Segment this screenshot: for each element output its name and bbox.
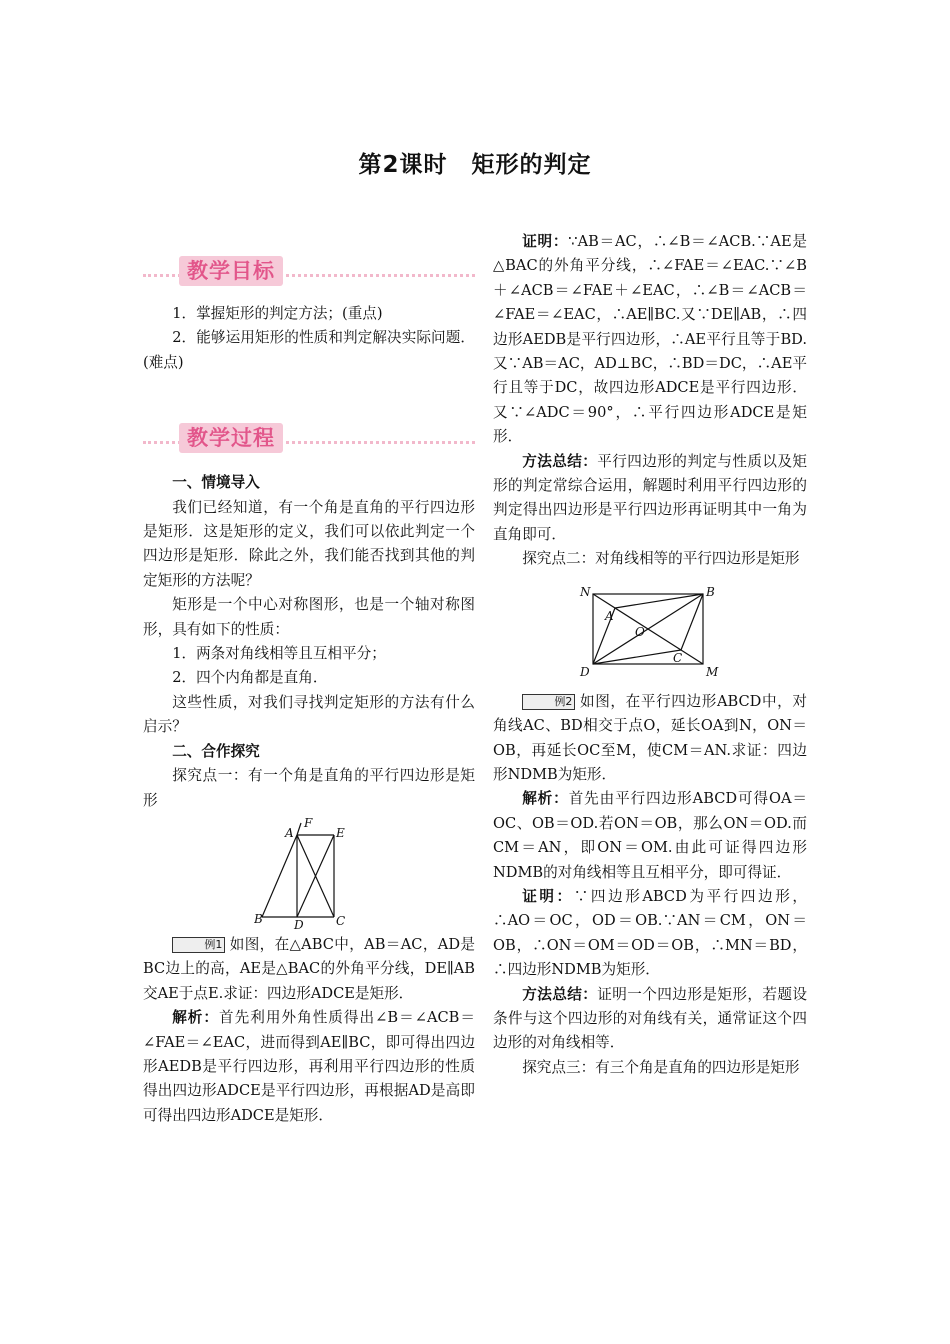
label-b: B [254, 911, 263, 926]
objective-1: 1．掌握矩形的判定方法；(重点) [172, 305, 383, 322]
analysis-label: 解析： [522, 790, 569, 808]
section-header-process [143, 423, 475, 457]
section-title-objectives: 教学目标 [179, 256, 283, 286]
paragraph: 我们已经知道，有一个角是直角的平行四边形是矩形．这是矩形的定义，我们可以依此判定一个四边形是矩形．除此之外，我们能否找到其他的判定矩形的方法呢？ [143, 498, 475, 589]
label-e: E [336, 825, 345, 840]
label-d: D [580, 664, 590, 679]
section-title-process: 教学过程 [179, 423, 283, 453]
proof-label: 证明： [522, 233, 569, 250]
label-o: O [635, 624, 645, 639]
heading-explore: 二、合作探究 [172, 742, 260, 760]
line-ab [262, 835, 297, 917]
proof-2 [493, 885, 807, 983]
label-n: N [580, 584, 591, 599]
paragraph: 探究点二：对角线相等的平行四边形是矩形 [522, 550, 800, 568]
left-column [143, 256, 475, 1128]
summary-2 [493, 983, 807, 1056]
figure-triangle-rectangle [254, 817, 364, 929]
example-text: 如图，在△ABC中，AB＝AC，AD是BC边上的高，AE是△BAC的外角平分线，DE∥AB交AE于点E.求证：四边形ADCE是矩形． [143, 935, 475, 1002]
analysis-text: 首先由平行四边形ABCD可得OA＝OC、OB＝OD.若ON＝OB，那么ON＝OD.而CM＝AN，即ON＝OM.由此可证得四边形NDMB的对角线相等且互相平分，即可得证． [493, 790, 807, 881]
proof-label: 证明： [522, 887, 574, 905]
example-2 [493, 690, 807, 788]
right-column [493, 230, 807, 1080]
proof-1 [493, 230, 807, 450]
objective-2: 2．能够运用矩形的性质和判定解决实际问题．(难点) [143, 329, 475, 371]
proof-text: ∵AB＝AC，∴∠B＝∠ACB.∵AE是△BAC的外角平分线，∴∠FAE＝∠EAC.∵∠B＋∠ACB＝∠FAE＋∠EAC，∴∠B＝∠ACB＝∠FAE＝∠EAC，∴AE∥BC.又∵DE∥AB，∴四边形AEDB是平行四边形，∴AE平行且等于BD.又∵AB＝AC，AD⊥BC，∴BD＝DC，∴AE平行且等于DC，故四边形ADCE是平行四边形．又∵∠ADC＝90°，∴平行四边形ADCE是矩形． [493, 233, 807, 446]
label-m: M [706, 664, 719, 679]
label-f: F [304, 816, 313, 830]
example-1 [143, 933, 475, 1006]
line-ab [615, 594, 703, 608]
example-badge: 例1 [172, 937, 225, 953]
analysis-2 [493, 787, 807, 885]
paragraph: 探究点三：有三个角是直角的四边形是矩形 [522, 1058, 800, 1076]
summary-1 [493, 450, 807, 548]
label-b: B [706, 584, 715, 599]
summary-label: 方法总结： [522, 985, 598, 1003]
paragraph: 矩形是一个中心对称图形，也是一个轴对称图形，具有如下的性质： [143, 596, 475, 638]
example-badge: 例2 [522, 694, 575, 710]
proof-text: ∵四边形ABCD为平行四边形，∴AO＝OC，OD＝OB.∵AN＝CM，ON＝OB，∴ON＝OM＝OD＝OB，∴MN＝BD，∴四边形NDMB为矩形． [493, 887, 807, 979]
section-header-objectives [143, 256, 475, 290]
example-text: 如图，在平行四边形ABCD中，对角线AC、BD相交于点O，延长OA到N，ON＝OB，再延长OC至M，使CM＝AN.求证：四边形NDMB为矩形． [493, 692, 807, 783]
page-title: 第2课时 矩形的判定 [358, 152, 592, 178]
line-cd [593, 650, 681, 664]
label-c: C [673, 650, 683, 665]
analysis-text: 首先利用外角性质得出∠B＝∠ACB＝∠FAE＝∠EAC，进而得到AE∥BC，即可得出四边形AEDB是平行四边形，再利用平行四边形的性质得出四边形ADCE是平行四边形，再根据AD是高即可得出四边形ADCE是矩形． [143, 1009, 475, 1124]
line-af [297, 823, 301, 835]
summary-text: 证明一个四边形是矩形，若题设条件与这个四边形的对角线有关，通常证这个四边形的对角线相等． [493, 985, 807, 1052]
line-cb [681, 594, 703, 650]
label-c: C [336, 913, 346, 928]
label-a: A [605, 608, 614, 623]
figure-rectangle-ndmb [575, 584, 725, 680]
summary-label: 方法总结： [522, 452, 598, 470]
label-d: D [294, 917, 304, 929]
paragraph: 探究点一：有一个角是直角的平行四边形是矩形 [143, 767, 475, 809]
paragraph: 2．四个内角都是直角． [172, 669, 328, 687]
analysis-1 [143, 1006, 475, 1128]
paragraph: 这些性质，对我们寻找判定矩形的方法有什么启示？ [143, 693, 475, 736]
analysis-label: 解析： [172, 1009, 220, 1027]
heading-intro: 一、情境导入 [172, 474, 260, 492]
paragraph: 1．两条对角线相等且互相平分； [172, 645, 386, 663]
label-a: A [285, 825, 294, 840]
summary-text: 平行四边形的判定与性质以及矩形的判定常综合运用，解题时利用平行四边形的判定得出四边形是平行四边形再证明其中一角为直角即可． [493, 452, 807, 543]
